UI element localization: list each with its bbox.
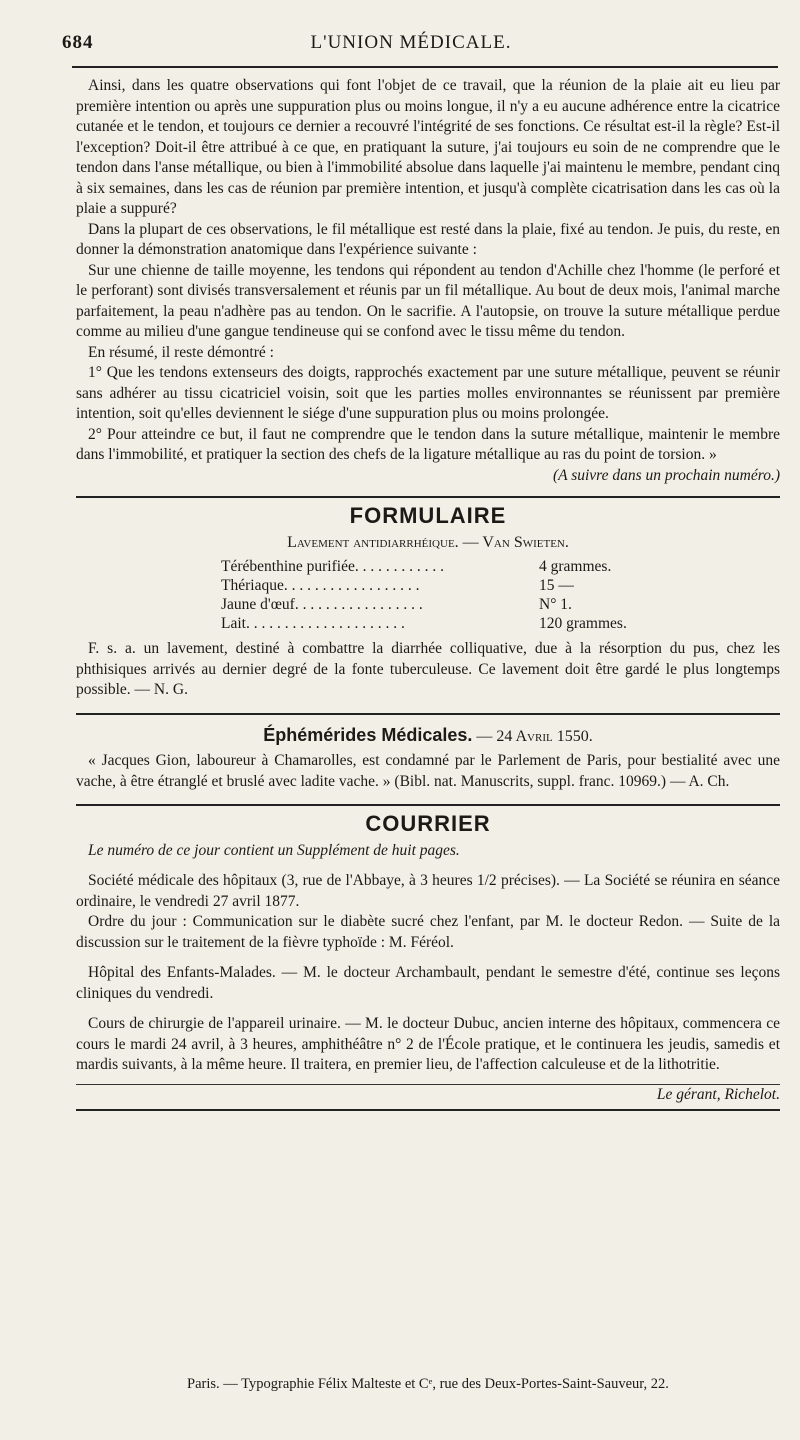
paragraph: En résumé, il reste démontré :	[88, 343, 274, 361]
page-number: 684	[62, 32, 94, 53]
article-body	[76, 76, 780, 1111]
ingredient-name: Térébenthine purifiée. . . . . . . . . . . .	[221, 558, 444, 575]
supplement-note: Le numéro de ce jour contient un Supplément de huit pages.	[88, 841, 460, 859]
paragraph: Sur une chienne de taille moyenne, les tendons qui répondent au tendon d'Achille chez l'homme (le perforé et le perforant) sont divisés transversalement et réunis par un fil métallique. Au bout de deux mois, l'animal marche parfaitement, la peau n'adhère pas au tendon. On le sacrifie. A l'autopsie, on trouve la suture métallique perdue comme au milieu d'une gangue tendineuse qui se confond avec le tissu même du tendon.	[76, 261, 780, 340]
section-rule	[76, 713, 780, 715]
ingredient-name: Lait. . . . . . . . . . . . . . . . . . . . .	[221, 615, 405, 632]
page-header	[62, 30, 760, 60]
formulaire-note: F. s. a. un lavement, destiné à combattre la diarrhée colliquative, due à la résorption du pus, chez les phthisiques arrivés au dernier degré de la fonte tuberculeuse. Ce lavement doit être gardé le plus longtemps possible. — N. G.	[76, 640, 780, 698]
ephemerides-text: « Jacques Gion, laboureur à Chamarolles, est condamné par le Parlement de Paris, pour bestialité avec une vache, à être étranglé et bruslé avec ladite vache. » (Bibl. nat. Manuscrits, suppl. franc. 10969.) — A. Ch.	[76, 752, 780, 790]
paragraph: Dans la plupart de ces observations, le fil métallique est resté dans la plaie, fixé au tendon. Je puis, du reste, en donner la démonstration anatomique dans l'expérience suivante :	[76, 220, 780, 258]
continuation-note: (A suivre dans un prochain numéro.)	[552, 466, 780, 484]
section-rule	[76, 1109, 780, 1111]
header-rule	[72, 66, 778, 68]
courrier-item: Société médicale des hôpitaux (3, rue de l'Abbaye, à 3 heures 1/2 précises). — La Société se réunira en séance ordinaire, le vendredi 27 avril 1877.	[76, 872, 780, 910]
ephemerides-title: Éphémérides Médicales.	[263, 724, 473, 745]
gerant-line: Le gérant, Richelot.	[656, 1085, 780, 1103]
ingredient-qty: 4 grammes.	[539, 558, 612, 575]
ingredient-name: Thériaque. . . . . . . . . . . . . . . . . .	[221, 577, 420, 594]
courrier-item: Hôpital des Enfants-Malades. — M. le docteur Archambault, pendant le semestre d'été, continue ses leçons cliniques du vendredi.	[76, 964, 780, 1002]
recipe-table	[221, 557, 780, 633]
courrier-item: Ordre du jour : Communication sur le diabète sucré chez l'enfant, par M. le docteur Redon. — Suite de la discussion sur le traitement de la fièvre typhoïde : M. Féréol.	[76, 913, 780, 951]
journal-title: L'UNION MÉDICALE.	[310, 32, 512, 53]
section-rule	[76, 496, 780, 498]
ephemerides-date: — 24 Avril 1550.	[476, 727, 593, 745]
ingredient-qty: N° 1.	[539, 596, 572, 613]
paragraph: Ainsi, dans les quatre observations qui font l'objet de ce travail, que la réunion de la plaie ait eu lieu par première intention ou après une suppuration plus ou moins longue, il n'y a eu aucune adhérence entre la cicatrice cutanée et le tendon, et toujours ce dernier a recouvré l'intégrité de ses fonctions. Ce résultat est-il la règle? Est-il l'exception? Doit-il être attribué à ce que, en pratiquant la suture, j'ai toujours eu soin de ne comprendre que le tendon dans l'anse métallique, ou bien à l'immobilité absolue dans laquelle j'ai maintenu le membre, pendant cinq à six semaines, dans les cas de réunion par première intention, et jusqu'à complète cicatrisation dans les cas où la plaie a suppuré?	[76, 77, 780, 217]
ingredient-qty: 120 grammes.	[539, 615, 627, 632]
courrier-item: Cours de chirurgie de l'appareil urinaire. — M. le docteur Dubuc, ancien interne des hôpitaux, commencera ce cours le mardi 24 avril, à 3 heures, amphithéâtre n° 2 de l'École pratique, et le continuera les jeudis, samedis et mardis suivants, à la même heure. Il traitera, en premier lieu, de l'affection calculeuse et de la lithotritie.	[76, 1015, 780, 1073]
formulaire-subtitle: Lavement antidiarrhéique. — Van Swieten.	[287, 533, 569, 551]
ingredient-qty: 15 —	[539, 577, 574, 594]
paragraph: 2° Pour atteindre ce but, il faut ne comprendre que le tendon dans la suture métallique, maintenir le membre dans l'immobilité, et pratiquer la section des chefs de la ligature métallique au ras du point de torsion. »	[76, 425, 780, 463]
section-rule	[76, 804, 780, 806]
ingredient-name: Jaune d'œuf. . . . . . . . . . . . . . . . .	[221, 596, 423, 613]
ephemerides-heading	[76, 725, 780, 748]
formulaire-title: FORMULAIRE	[349, 503, 507, 528]
paragraph: 1° Que les tendons extenseurs des doigts, rapprochés exactement par une suture métallique, peuvent se réunir sans adhérer au tissu cicatriciel voisin, soit que les parties molles environnantes se réunissent par première intention, soit qu'elles deviennent le siége d'une suppuration plus ou moins prolongée.	[76, 364, 780, 422]
courrier-title: COURRIER	[365, 811, 491, 836]
printer-imprint: Paris. — Typographie Félix Malteste et Cᵉ, rue des Deux-Portes-Saint-Sauveur, 22.	[187, 1376, 669, 1392]
